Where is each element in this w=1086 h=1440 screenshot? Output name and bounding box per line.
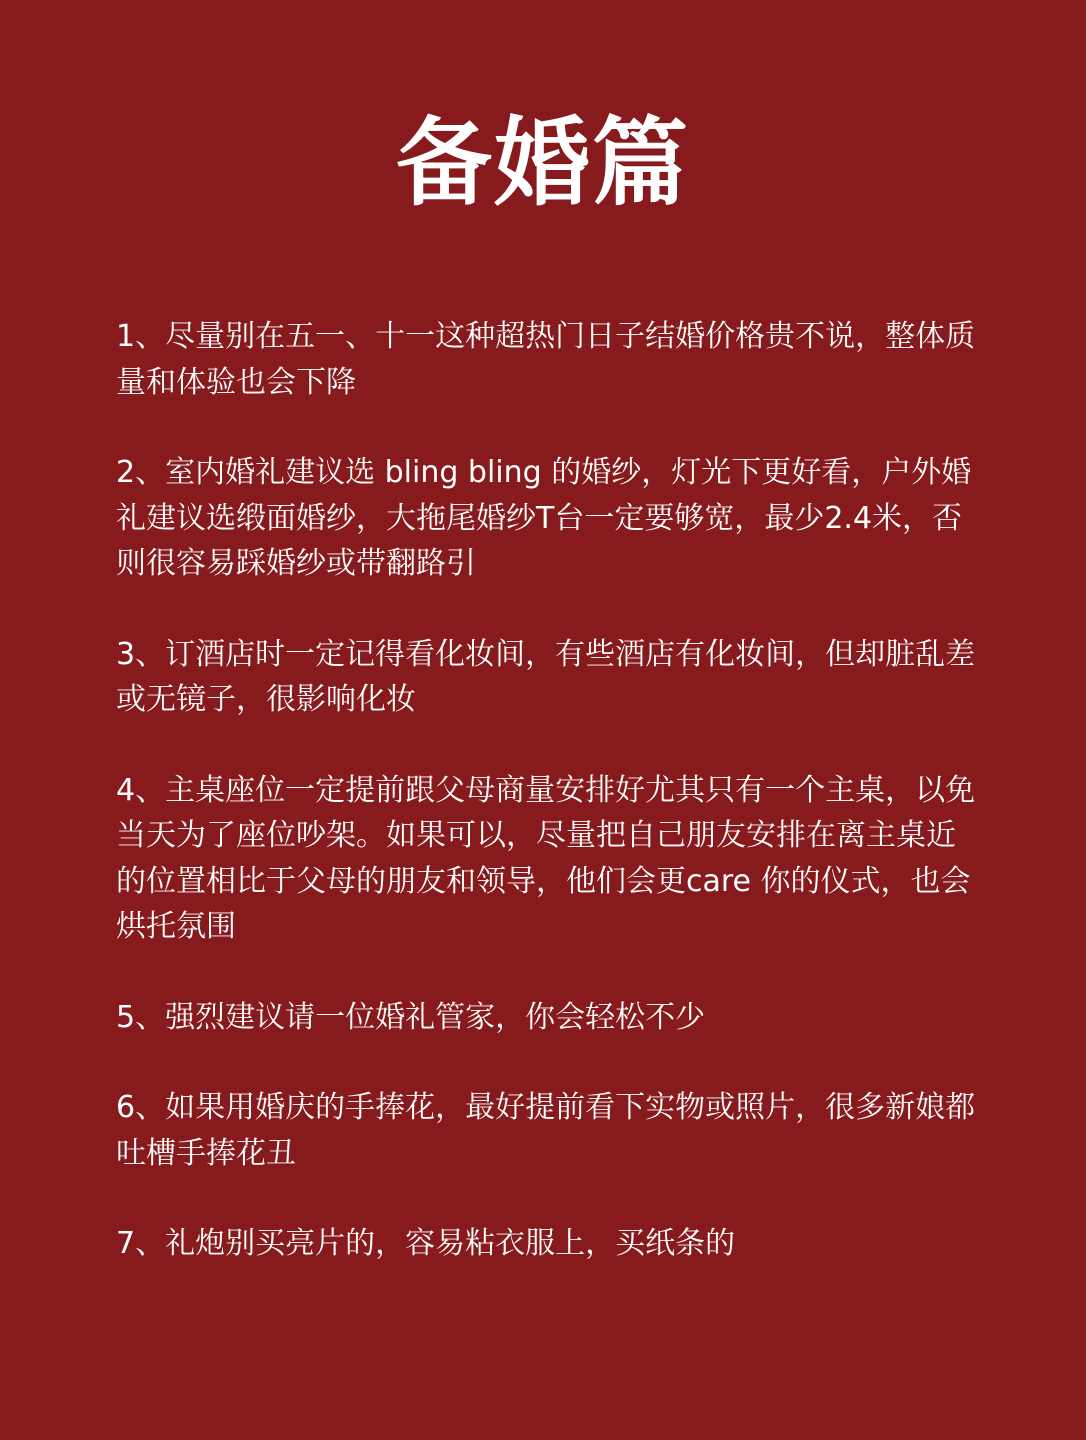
tip-item-7: 7、礼炮别买亮片的，容易粘衣服上，买纸条的 [116, 1226, 736, 1261]
page-title: 备婚篇 [396, 107, 690, 219]
tips-list [116, 314, 976, 1312]
tip-item-1: 1、尽量别在五一、十一这种超热门日子结婚价格贵不说，整体质量和体验也会下降 [116, 319, 976, 400]
tip-item-2: 2、室内婚礼建议选 bling bling 的婚纱，灯光下更好看，户外婚礼建议选缎面婚纱，大拖尾婚纱T台一定要够宽，最少2.4米，否则很容易踩婚纱或带翻路引 [116, 455, 972, 581]
tip-item-4: 4、主桌座位一定提前跟父母商量安排好尤其只有一个主桌，以免当天为了座位吵架。如果可以，尽量把自己朋友安排在离主桌近的位置相比于父母的朋友和领导，他们会更care 你的仪式，也会烘托氛围 [116, 772, 976, 944]
tip-item-6: 6、如果用婚庆的手捧花，最好提前看下实物或照片，很多新娘都吐槽手捧花丑 [116, 1090, 976, 1171]
tip-item-3: 3、订酒店时一定记得看化妆间，有些酒店有化妆间，但却脏乱差或无镜子，很影响化妆 [116, 636, 976, 717]
tip-item-5: 5、强烈建议请一位婚礼管家，你会轻松不少 [116, 999, 706, 1035]
